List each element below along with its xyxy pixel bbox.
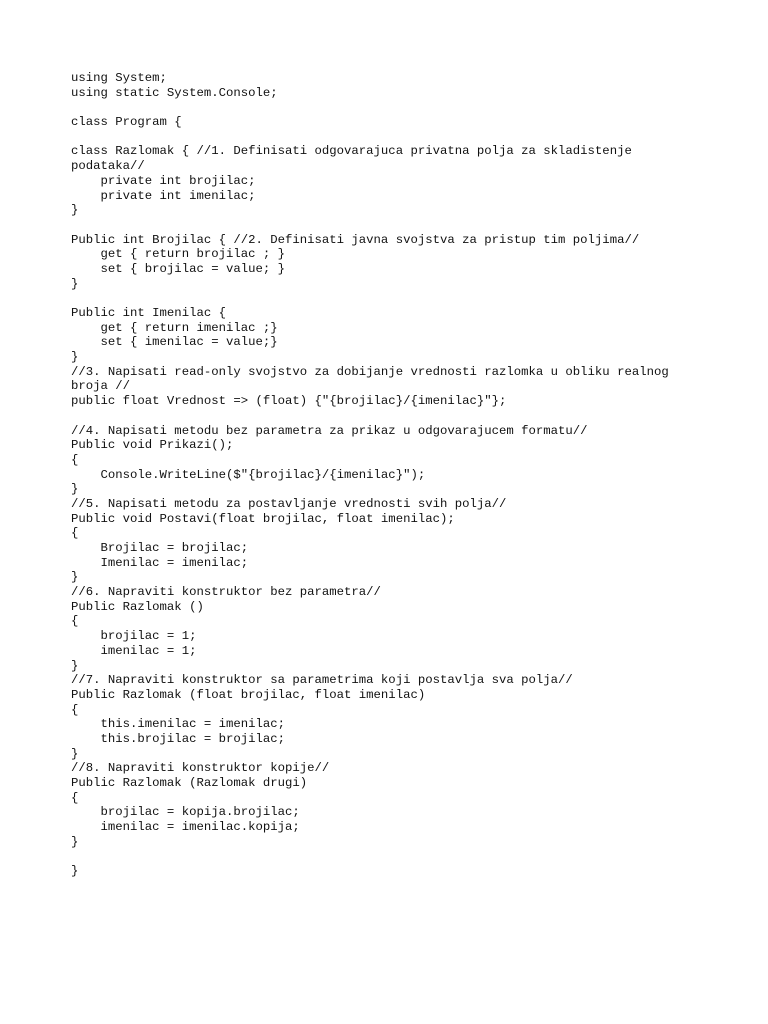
- code-line: broja //: [71, 379, 131, 394]
- code-line: Public Razlomak (Razlomak drugi): [71, 776, 308, 790]
- code-line: [71, 409, 731, 424]
- code-line: {: [71, 790, 79, 805]
- code-line: {: [71, 526, 79, 541]
- code-line: }: [71, 746, 79, 761]
- code-line: {: [71, 702, 79, 717]
- code-line: Public int Imenilac {: [71, 306, 226, 320]
- code-line: [71, 218, 731, 233]
- code-line: brojilac = kopija.brojilac;: [71, 805, 300, 820]
- code-line: Public void Prikazi();: [71, 438, 234, 453]
- code-line: Public int Brojilac { //2. Definisati javna svojstva za pristup tim poljima//: [71, 232, 640, 247]
- code-line: //5. Napisati metodu za postavljanje vrednosti svih polja//: [71, 496, 507, 511]
- code-line: Public Razlomak (): [71, 599, 204, 614]
- code-line: }: [71, 276, 79, 291]
- code-line: [71, 291, 731, 306]
- code-line: set { brojilac = value; }: [71, 261, 286, 276]
- code-line: Public Razlomak (float brojilac, float imenilac): [71, 687, 426, 702]
- code-line: Console.WriteLine($"{brojilac}/{imenilac}");: [71, 467, 426, 482]
- code-line: private int imenilac;: [71, 188, 256, 203]
- code-line: using static System.Console;: [71, 85, 278, 100]
- code-line: [71, 849, 731, 864]
- code-line: get { return brojilac ; }: [71, 247, 286, 262]
- code-line: using System;: [71, 71, 167, 85]
- code-line: class Program {: [71, 115, 182, 130]
- code-line: private int brojilac;: [71, 173, 256, 188]
- code-line: //6. Napraviti konstruktor bez parametra//: [71, 585, 381, 600]
- code-line: set { imenilac = value;}: [71, 335, 278, 350]
- code-line: //3. Napisati read-only svojstvo za dobijanje vrednosti razlomka u obliku realnog: [71, 364, 669, 379]
- code-line: imenilac = imenilac.kopija;: [71, 820, 300, 835]
- code-line: }: [71, 658, 79, 673]
- code-line: //8. Napraviti konstruktor kopije//: [71, 761, 330, 776]
- code-line: //7. Napraviti konstruktor sa parametrima koji postavlja sva polja//: [71, 673, 573, 688]
- code-line: get { return imenilac ;}: [71, 320, 278, 335]
- code-line: brojilac = 1;: [71, 629, 197, 644]
- code-line: this.imenilac = imenilac;: [71, 717, 286, 732]
- code-line: Public void Postavi(float brojilac, float imenilac);: [71, 511, 455, 526]
- code-line: imenilac = 1;: [71, 643, 197, 658]
- code-line: this.brojilac = brojilac;: [71, 731, 286, 746]
- code-line: class Razlomak { //1. Definisati odgovarajuca privatna polja za skladistenje: [71, 144, 632, 159]
- code-line: }: [71, 570, 79, 585]
- code-line: Imenilac = imenilac;: [71, 555, 249, 570]
- code-line: }: [71, 834, 79, 849]
- code-line: [71, 100, 731, 115]
- code-line: }: [71, 864, 79, 879]
- code-line: }: [71, 482, 79, 497]
- code-line: [71, 130, 731, 145]
- code-line: }: [71, 203, 79, 218]
- code-line: Brojilac = brojilac;: [71, 541, 249, 555]
- code-line: }: [71, 350, 79, 365]
- code-line: public float Vrednost => (float) {"{brojilac}/{imenilac}"};: [71, 394, 507, 409]
- code-line: //4. Napisati metodu bez parametra za prikaz u odgovarajucem formatu//: [71, 423, 588, 438]
- code-line: {: [71, 452, 79, 467]
- code-line: podataka//: [71, 159, 145, 174]
- code-line: {: [71, 614, 79, 629]
- code-block: [71, 71, 731, 879]
